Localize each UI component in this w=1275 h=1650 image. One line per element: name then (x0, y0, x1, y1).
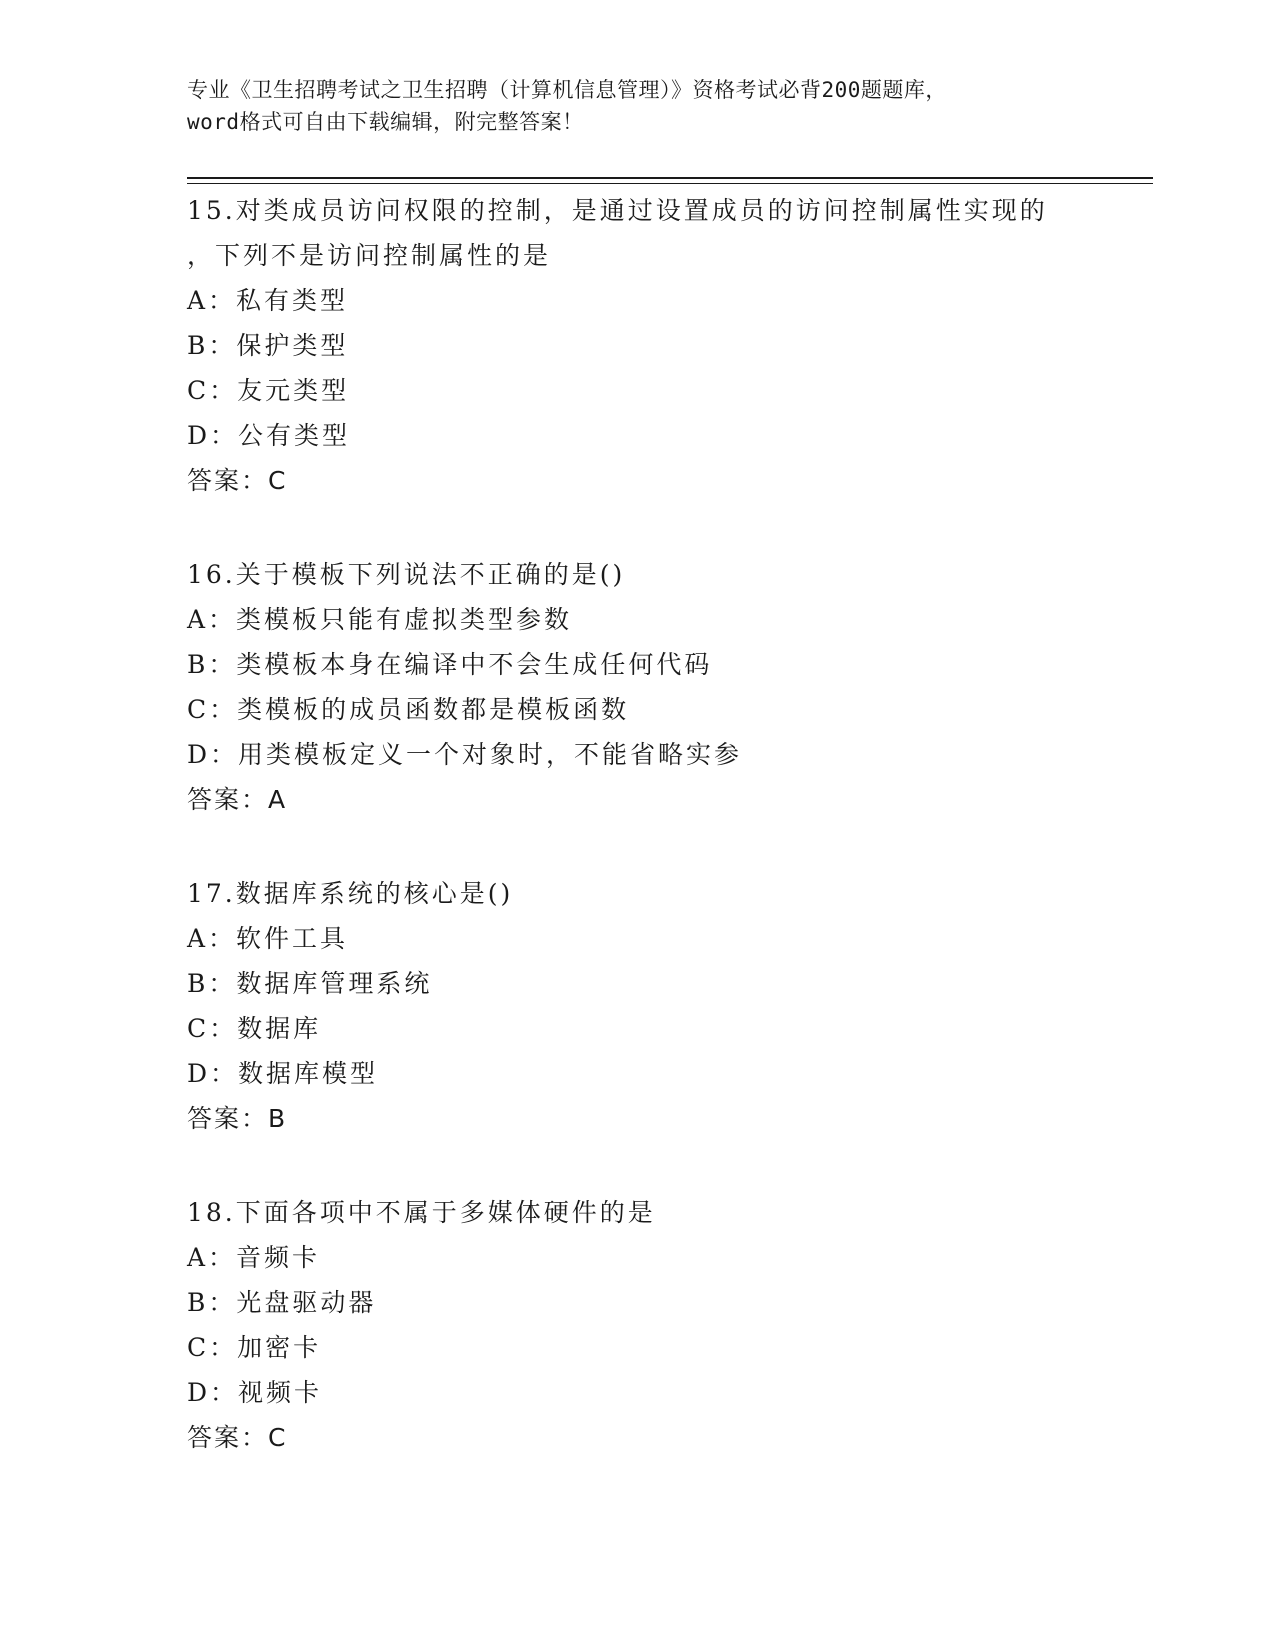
answer: 答案：C (187, 1423, 288, 1452)
option-b: B：数据库管理系统 (187, 969, 433, 998)
document-header (187, 74, 1087, 138)
option-a: A：音频卡 (187, 1243, 321, 1272)
option-a: A：软件工具 (187, 924, 349, 953)
option-c: C：类模板的成员函数都是模板函数 (187, 695, 630, 724)
header-title-line-1: 专业《卫生招聘考试之卫生招聘（计算机信息管理）》资格考试必背200题题库， (187, 78, 947, 102)
question-stem-line-1: 15.对类成员访问权限的控制，是通过设置成员的访问控制属性实现的 (187, 196, 1048, 225)
option-c: C：数据库 (187, 1014, 322, 1043)
option-d: D：数据库模型 (187, 1059, 379, 1088)
option-b: B：保护类型 (187, 331, 349, 360)
option-a: A：类模板只能有虚拟类型参数 (187, 605, 573, 634)
question-15 (187, 188, 1147, 503)
question-17 (187, 871, 1147, 1141)
option-d: D：视频卡 (187, 1378, 323, 1407)
header-title-line-2: word格式可自由下载编辑，附完整答案！ (187, 110, 584, 134)
option-a: A：私有类型 (187, 286, 349, 315)
header-divider-thick (187, 177, 1153, 179)
question-stem-line-1: 17.数据库系统的核心是() (187, 879, 514, 908)
question-stem-line-1: 18.下面各项中不属于多媒体硬件的是 (187, 1198, 656, 1227)
answer: 答案：B (187, 1104, 288, 1133)
option-b: B：光盘驱动器 (187, 1288, 377, 1317)
option-d: D：用类模板定义一个对象时，不能省略实参 (187, 740, 743, 769)
answer: 答案：C (187, 466, 288, 495)
question-18 (187, 1190, 1147, 1460)
question-16 (187, 552, 1147, 822)
option-c: C：加密卡 (187, 1333, 322, 1362)
option-b: B：类模板本身在编译中不会生成任何代码 (187, 650, 713, 679)
header-divider-thin (187, 183, 1153, 184)
question-stem-line-1: 16.关于模板下列说法不正确的是() (187, 560, 626, 589)
question-stem-line-2: ，下列不是访问控制属性的是 (187, 241, 552, 270)
option-c: C：友元类型 (187, 376, 350, 405)
answer: 答案：A (187, 785, 288, 814)
option-d: D：公有类型 (187, 421, 351, 450)
